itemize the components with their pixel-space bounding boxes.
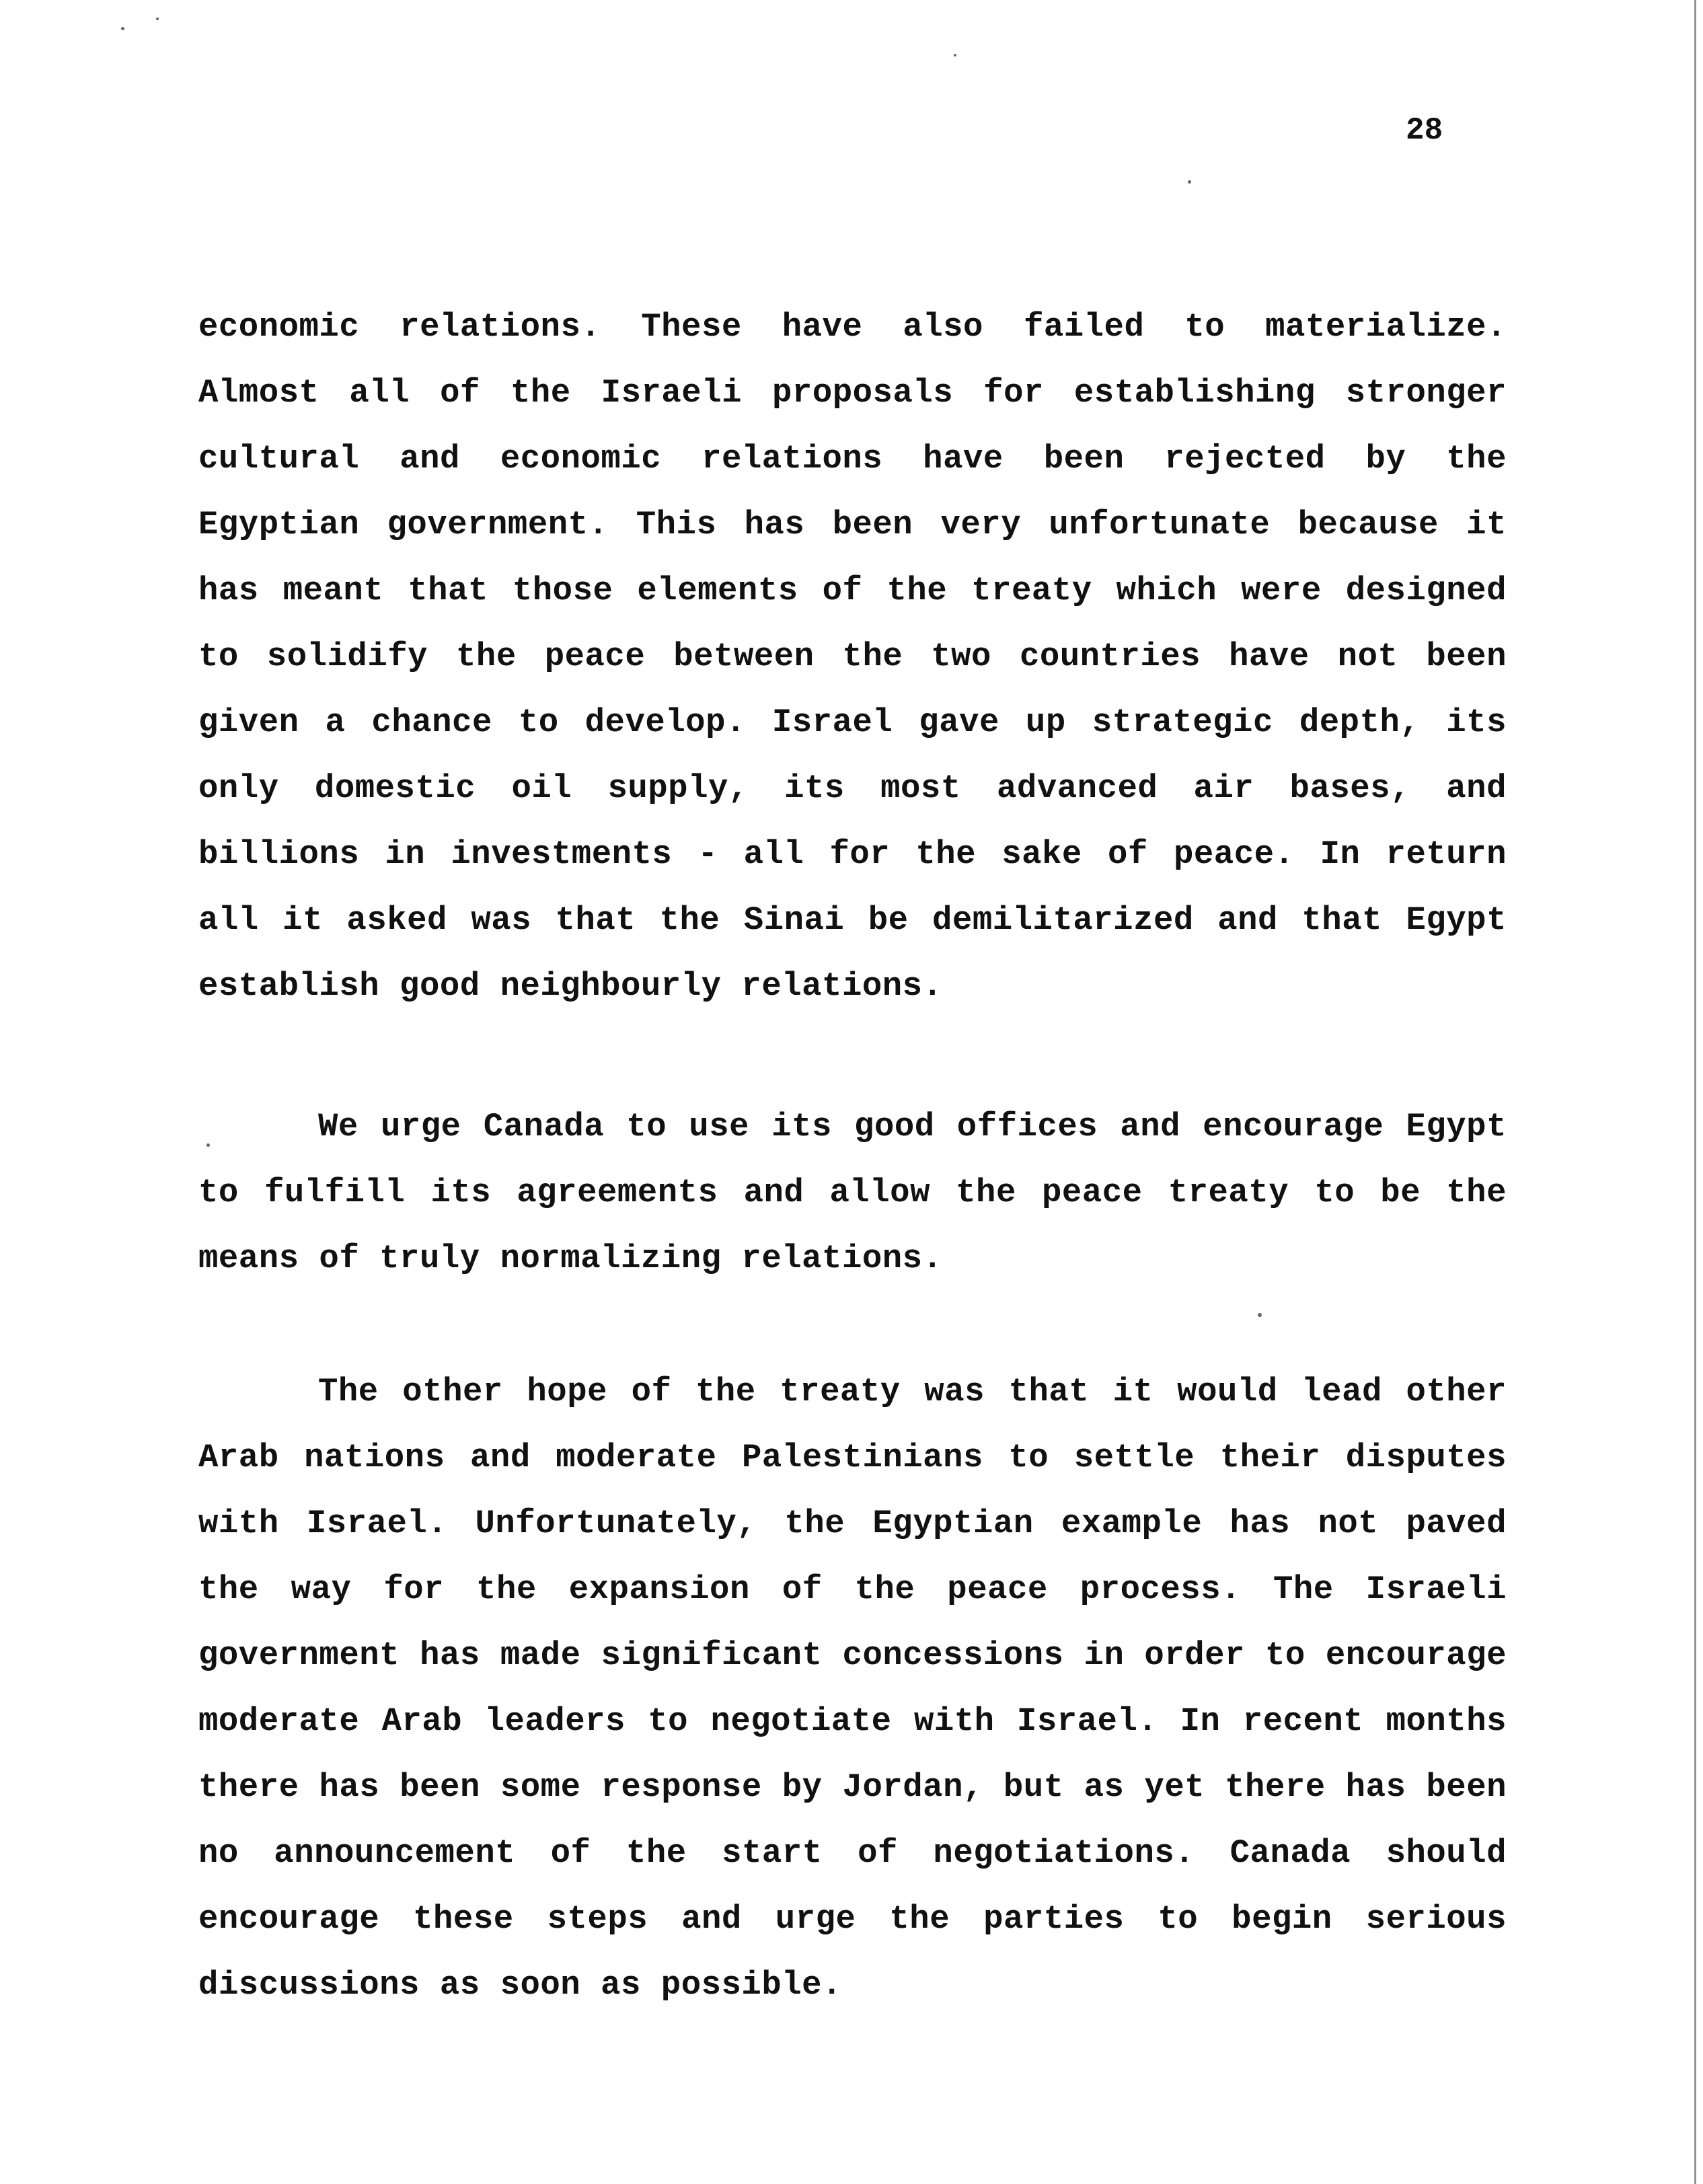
paragraph-3	[198, 1359, 1507, 2018]
paragraph-2	[198, 1094, 1507, 1291]
text-line: We urge Canada to use its good offices and encourage Egypt	[318, 1108, 1507, 1145]
text-line: encourage these steps and urge the parties to begin serious	[198, 1900, 1507, 1938]
text-line: given a chance to develop. Israel gave up strategic depth, its	[198, 704, 1507, 741]
text-line: government has made significant concessions in order to encourage	[198, 1636, 1507, 1674]
text-line: means of truly normalizing relations.	[198, 1240, 943, 1277]
text-line: with Israel. Unfortunately, the Egyptian example has not paved	[198, 1505, 1507, 1542]
scan-speck	[1188, 180, 1191, 184]
text-line: to fulfill its agreements and allow the peace treaty to be the	[198, 1174, 1507, 1211]
scan-speck	[1258, 1313, 1262, 1317]
text-line: economic relations. These have also failed to materialize.	[198, 308, 1507, 346]
text-line: billions in investments - all for the sake of peace. In return	[198, 835, 1507, 873]
text-line: moderate Arab leaders to negotiate with Israel. In recent months	[198, 1702, 1507, 1740]
paragraph-1	[198, 294, 1507, 1019]
text-line: Almost all of the Israeli proposals for establishing stronger	[198, 374, 1507, 412]
text-line: Arab nations and moderate Palestinians to settle their disputes	[198, 1439, 1507, 1476]
text-line: the way for the expansion of the peace process. The Israeli	[198, 1571, 1507, 1608]
text-line: cultural and economic relations have been rejected by the	[198, 440, 1507, 478]
text-line: only domestic oil supply, its most advanced air bases, and	[198, 769, 1507, 807]
text-line: The other hope of the treaty was that it would lead other	[318, 1373, 1507, 1410]
scan-speck	[954, 54, 956, 57]
text-line: to solidify the peace between the two countries have not been	[198, 638, 1507, 675]
text-line: has meant that those elements of the treaty which were designed	[198, 572, 1507, 609]
text-line: establish good neighbourly relations.	[198, 967, 943, 1005]
scan-speck	[156, 17, 159, 20]
text-line: all it asked was that the Sinai be demilitarized and that Egypt	[198, 901, 1507, 939]
text-line: Egyptian government. This has been very unfortunate because it	[198, 506, 1507, 543]
text-line: discussions as soon as possible.	[198, 1966, 842, 2004]
text-line: no announcement of the start of negotiations. Canada should	[198, 1834, 1507, 1872]
scan-speck	[121, 27, 124, 30]
text-line: there has been some response by Jordan, but as yet there has been	[198, 1768, 1507, 1806]
page-number: 28	[1406, 113, 1443, 148]
scan-edge-line	[1694, 0, 1696, 2184]
